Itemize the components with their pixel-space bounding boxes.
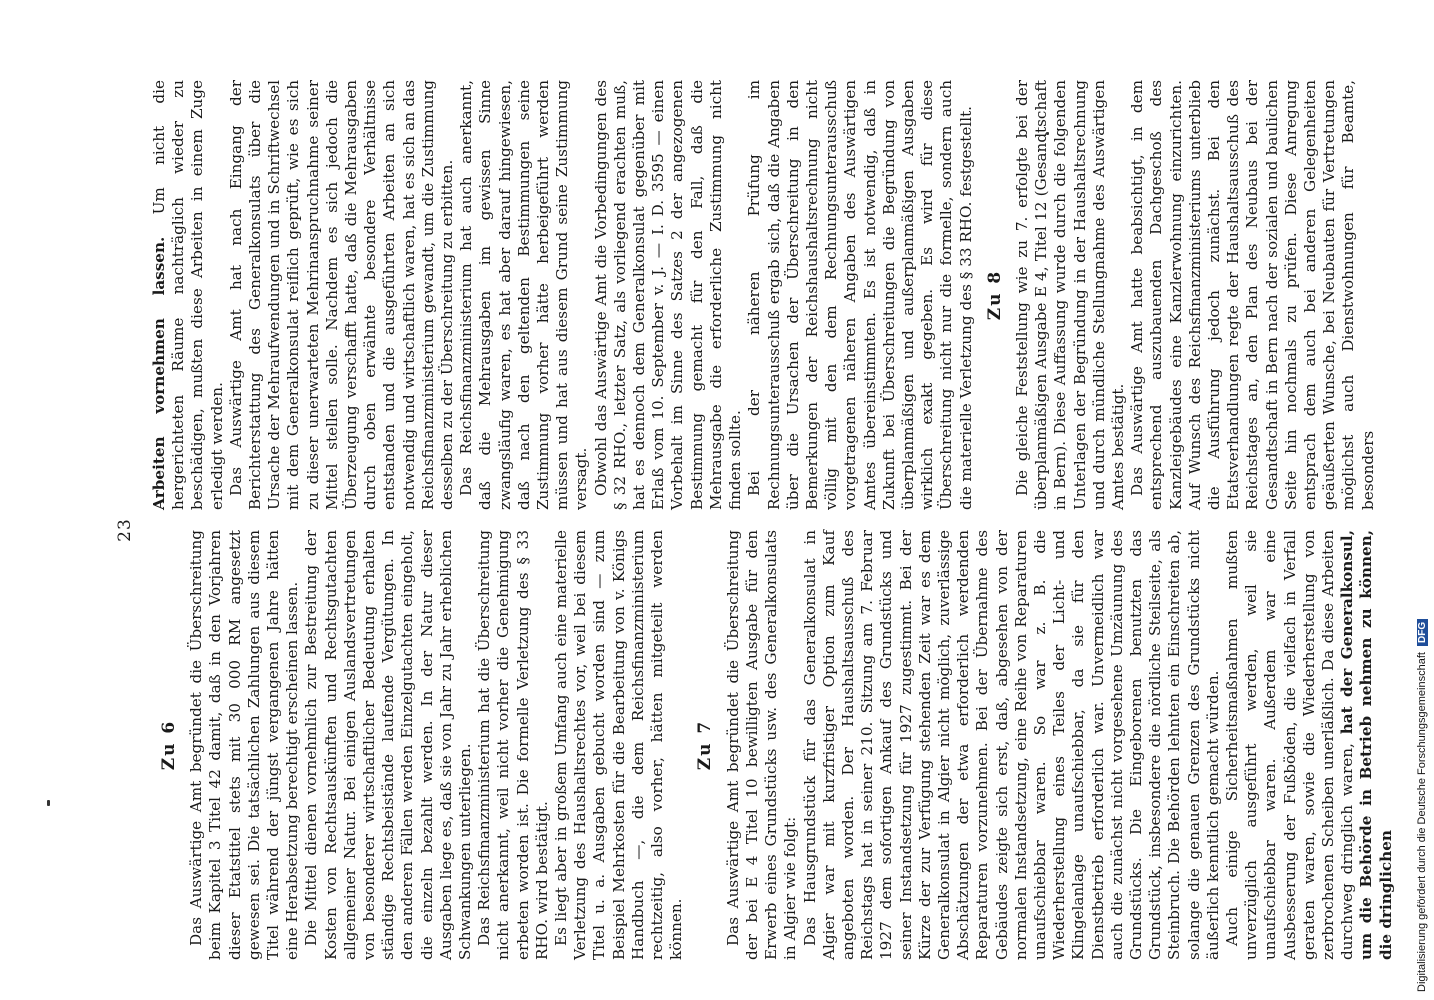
paragraph: Die Mittel dienen vornehmlich zur Bestreitung der Kosten von Rechtsauskünften und Rechtsgutachten allgemeiner Natur. Bei einigen Auslandsvertretungen von besonderer wirtschaftlicher Bedeutung erhalten ständige Rechtsbeistände laufende Vergütungen. In den anderen Fällen werden Einzelgutachten eingeholt, die einzeln bezahlt werden. In der Natur dieser Ausgaben liege es, daß sie von Jahr zu Jahr erheblichen Schwankungen unterliegen.: [302, 529, 475, 960]
section-heading: Zu 7: [695, 719, 716, 771]
paragraph: Bei der näheren Prüfung im Rechnungsunterausschuß ergab sich, daß die Angaben über die Ursachen der Überschreitung in den Bemerkungen der Reichshaushaltsrechnung nicht völlig mit den dem Rechnungsunterausschuß vorgetragenen näheren Angaben des Auswärtigen Amtes übereinstimmten. Es ist notwendig, daß in Zukunft bei Überschreitungen die Begründung von überplanmäßigen und außerplanmäßigen Ausgaben wirklich exakt gegeben. Es wird für diese Überschreitung nicht nur die formelle, sondern auch die materielle Verletzung des § 33 RHO. festgestellt.: [745, 80, 975, 510]
paragraph: Das Auswärtige Amt hatte beabsichtigt, in dem entsprechend auszubauenden Dachgeschoß des Kanzleigebäudes eine Kanzlerwohnung einzurichten. Auf Wunsch des Reichsfinanzministeriums unterblieb die Ausführung jedoch zunächst. Bei den Etatsverhandlungen regte der Haushaltsausschuß des Reichstages an, den Plan des Neubaus bei der Gesandtschaft in Bern nach der sozialen und baulichen Seite hin nochmals zu prüfen. Diese Anregung entsprach dem auch bei anderen Gelegenheiten geäußerten Wunsche, bei Neubauten für Vertretungen möglichst auch Dienstwohnungen für Beamte, besonders: [1128, 80, 1377, 510]
paragraph-text: Um nicht die hergerichteten Räume nachträglich wieder zu beschädigen, mußten diese Arbeiten in einem Zuge erledigt werden.: [150, 79, 226, 510]
paragraph: Das Reichsfinanzministerium hat auch anerkannt, daß die Mehrausgaben im gewissen Sinne zwangsläufig waren, es hat aber darauf hingewiesen, daß nach den geltenden Bestimmungen seine Zustimmung vorher hätte herbeigeführt werden müssen und hat aus diesem Grund seine Zustimmung versagt.: [457, 80, 591, 510]
paragraph: [1223, 530, 1396, 960]
paragraph: Das Auswärtige Amt hat nach Eingang der Berichterstattung des Generalkonsulats über die Ursache der Mehraufwendungen und in Schriftwechsel mit dem Generalkonsulat reiflich geprüft, wie es sich zu dieser unerwarteten Mehrinanspruchnahme seiner Mittel stellen solle. Nachdem es sich jedoch die Überzeugung verschafft hatte, daß die Mehrausgaben durch oben erwähnte besondere Verhältnisse entstanden und die ausgeführten Arbeiten an sich notwendig und wirtschaftlich waren, hat es sich an das Reichsfinanzministerium gewandt, um die Zustimmung desselben zu der Überschreitung zu erbitten.: [226, 80, 457, 510]
right-column: [150, 80, 1378, 510]
paragraph: Das Hausgrundstück für das Generalkonsulat in Algier war mit kurzfristiger Option zum Kauf angeboten worden. Der Haushaltsausschuß des Reichstags hat in seiner 210. Sitzung am 7. Februar 1927 dem sofortigen Ankauf des Grundstücks und seiner Instandsetzung für 1927 zugestimmt. Bei der Kürze der zur Verfügung stehenden Zeit war es dem Generalkonsulat in Algier nicht möglich, zuverlässige Abschätzungen der etwa erforderlich werdenden Reparaturen vorzunehmen. Bei der Übernahme des Gebäudes zeigte sich erst, daß, abgesehen von der normalen Instandsetzung, eine Reihe von Reparaturen unaufschiebbar waren. So war z. B. die Wiederherstellung eines Teiles der Licht- und Klingelanlage unaufschiebbar, da sie für den Dienstbetrieb erforderlich war. Unvermeidlich war auch die zunächst nicht vorgesehene Umzäunung des Grundstücks. Die Eingeborenen benutzten das Grundstück, insbesondere die nördliche Steilseite, als Steinbruch. Die Behörden lehnten ein Einschreiten ab, solange die genauen Grenzen des Grundstücks nicht äußerlich kenntlich gemacht würden.: [800, 530, 1222, 960]
footer-text: Digitalisierung gefördert durch die Deutsche Forschungsgemeinschaft: [1416, 652, 1428, 992]
page-number: 23: [115, 518, 135, 542]
dfg-logo: DFG: [1417, 619, 1428, 646]
digitization-footer: [1416, 619, 1428, 992]
section-heading: Zu 6: [159, 719, 179, 771]
paragraph: [150, 80, 227, 510]
rotated-page-content: [110, 79, 1395, 980]
section-heading: Zu 8: [984, 269, 1005, 321]
bold-text: Arbeiten vornehmen lassen.: [150, 236, 168, 510]
paragraph-text: Auch einige Sicherheitsmaßnahmen mußten unverzüglich ausgeführt werden, weil sie unaufschiebbar waren. Außerdem war eine Ausbesserung der Fußböden, die vielfach in Verfall geraten waren, sowie die Wiederherstellung von zerbrochenen Scheiben unerläßlich. Da diese Arbeiten durchweg dringlich waren,: [1222, 530, 1357, 960]
paragraph: Das Reichsfinanzministerium hat die Überschreitung nicht anerkannt, weil nicht vorher die Genehmigung erbeten worden ist. Die formelle Verletzung des § 33 RHO. wird bestätigt.: [475, 530, 551, 960]
speck-mark: [47, 800, 50, 806]
bold-text: hat der Generalkonsul, um die Behörde in Betrieb nehmen zu können, die dringlichen: [1338, 530, 1395, 960]
left-column: [150, 530, 1396, 960]
paragraph: Die gleiche Feststellung wie zu 7. erfolgte bei der überplanmäßigen Ausgabe E 4, Titel 12 (Gesandtschaft in Bern). Diese Auffassung wurde durch die folgenden Unterlagen der Begründung in der Haushaltsrechnung und durch mündliche Stellungnahme des Auswärtigen Amtes bestätigt.: [1012, 80, 1127, 510]
paragraph: Das Auswärtige Amt begründet die Überschreitung beim Kapitel 3 Titel 42 damit, daß in den Vorjahren dieser Etatstitel stets mit 30 000 RM angesetzt gewesen sei. Die tatsächlichen Zahlungen aus diesem Titel während der jüngst vergangenen Jahre hätten eine Herabsetzung berechtigt erscheinen lassen.: [187, 530, 302, 960]
paragraph: Obwohl das Auswärtige Amt die Vorbedingungen des § 32 RHO., letzter Satz, als vorliegend erachten muß, hat es dennoch dem Generalkonsulat gegenüber mit Erlaß vom 10. September v. J. — I. D. 3595 — einen Vorbehalt im Sinne des Satzes 2 der angezogenen Bestimmung gemacht für den Fall, daß die Mehrausgabe die erforderliche Zustimmung nicht finden sollte.: [591, 80, 745, 510]
paragraph: Das Auswärtige Amt begründet die Überschreitung der bei E 4 Titel 10 bewilligten Ausgabe für den Erwerb eines Grundstücks usw. des Generalkonsulats in Algier wie folgt:: [723, 530, 800, 960]
paragraph: Es liegt aber in großem Umfang auch eine materielle Verletzung des Haushaltsrechtes vor, weil bei diesem Titel u. a. Ausgaben gebucht worden sind — zum Beispiel Mehrkosten für die Bearbeitung von v. Königs Handbuch —, die dem Reichsfinanzministerium rechtzeitig, also vorher, hätten mitgeteilt werden können.: [552, 530, 686, 960]
